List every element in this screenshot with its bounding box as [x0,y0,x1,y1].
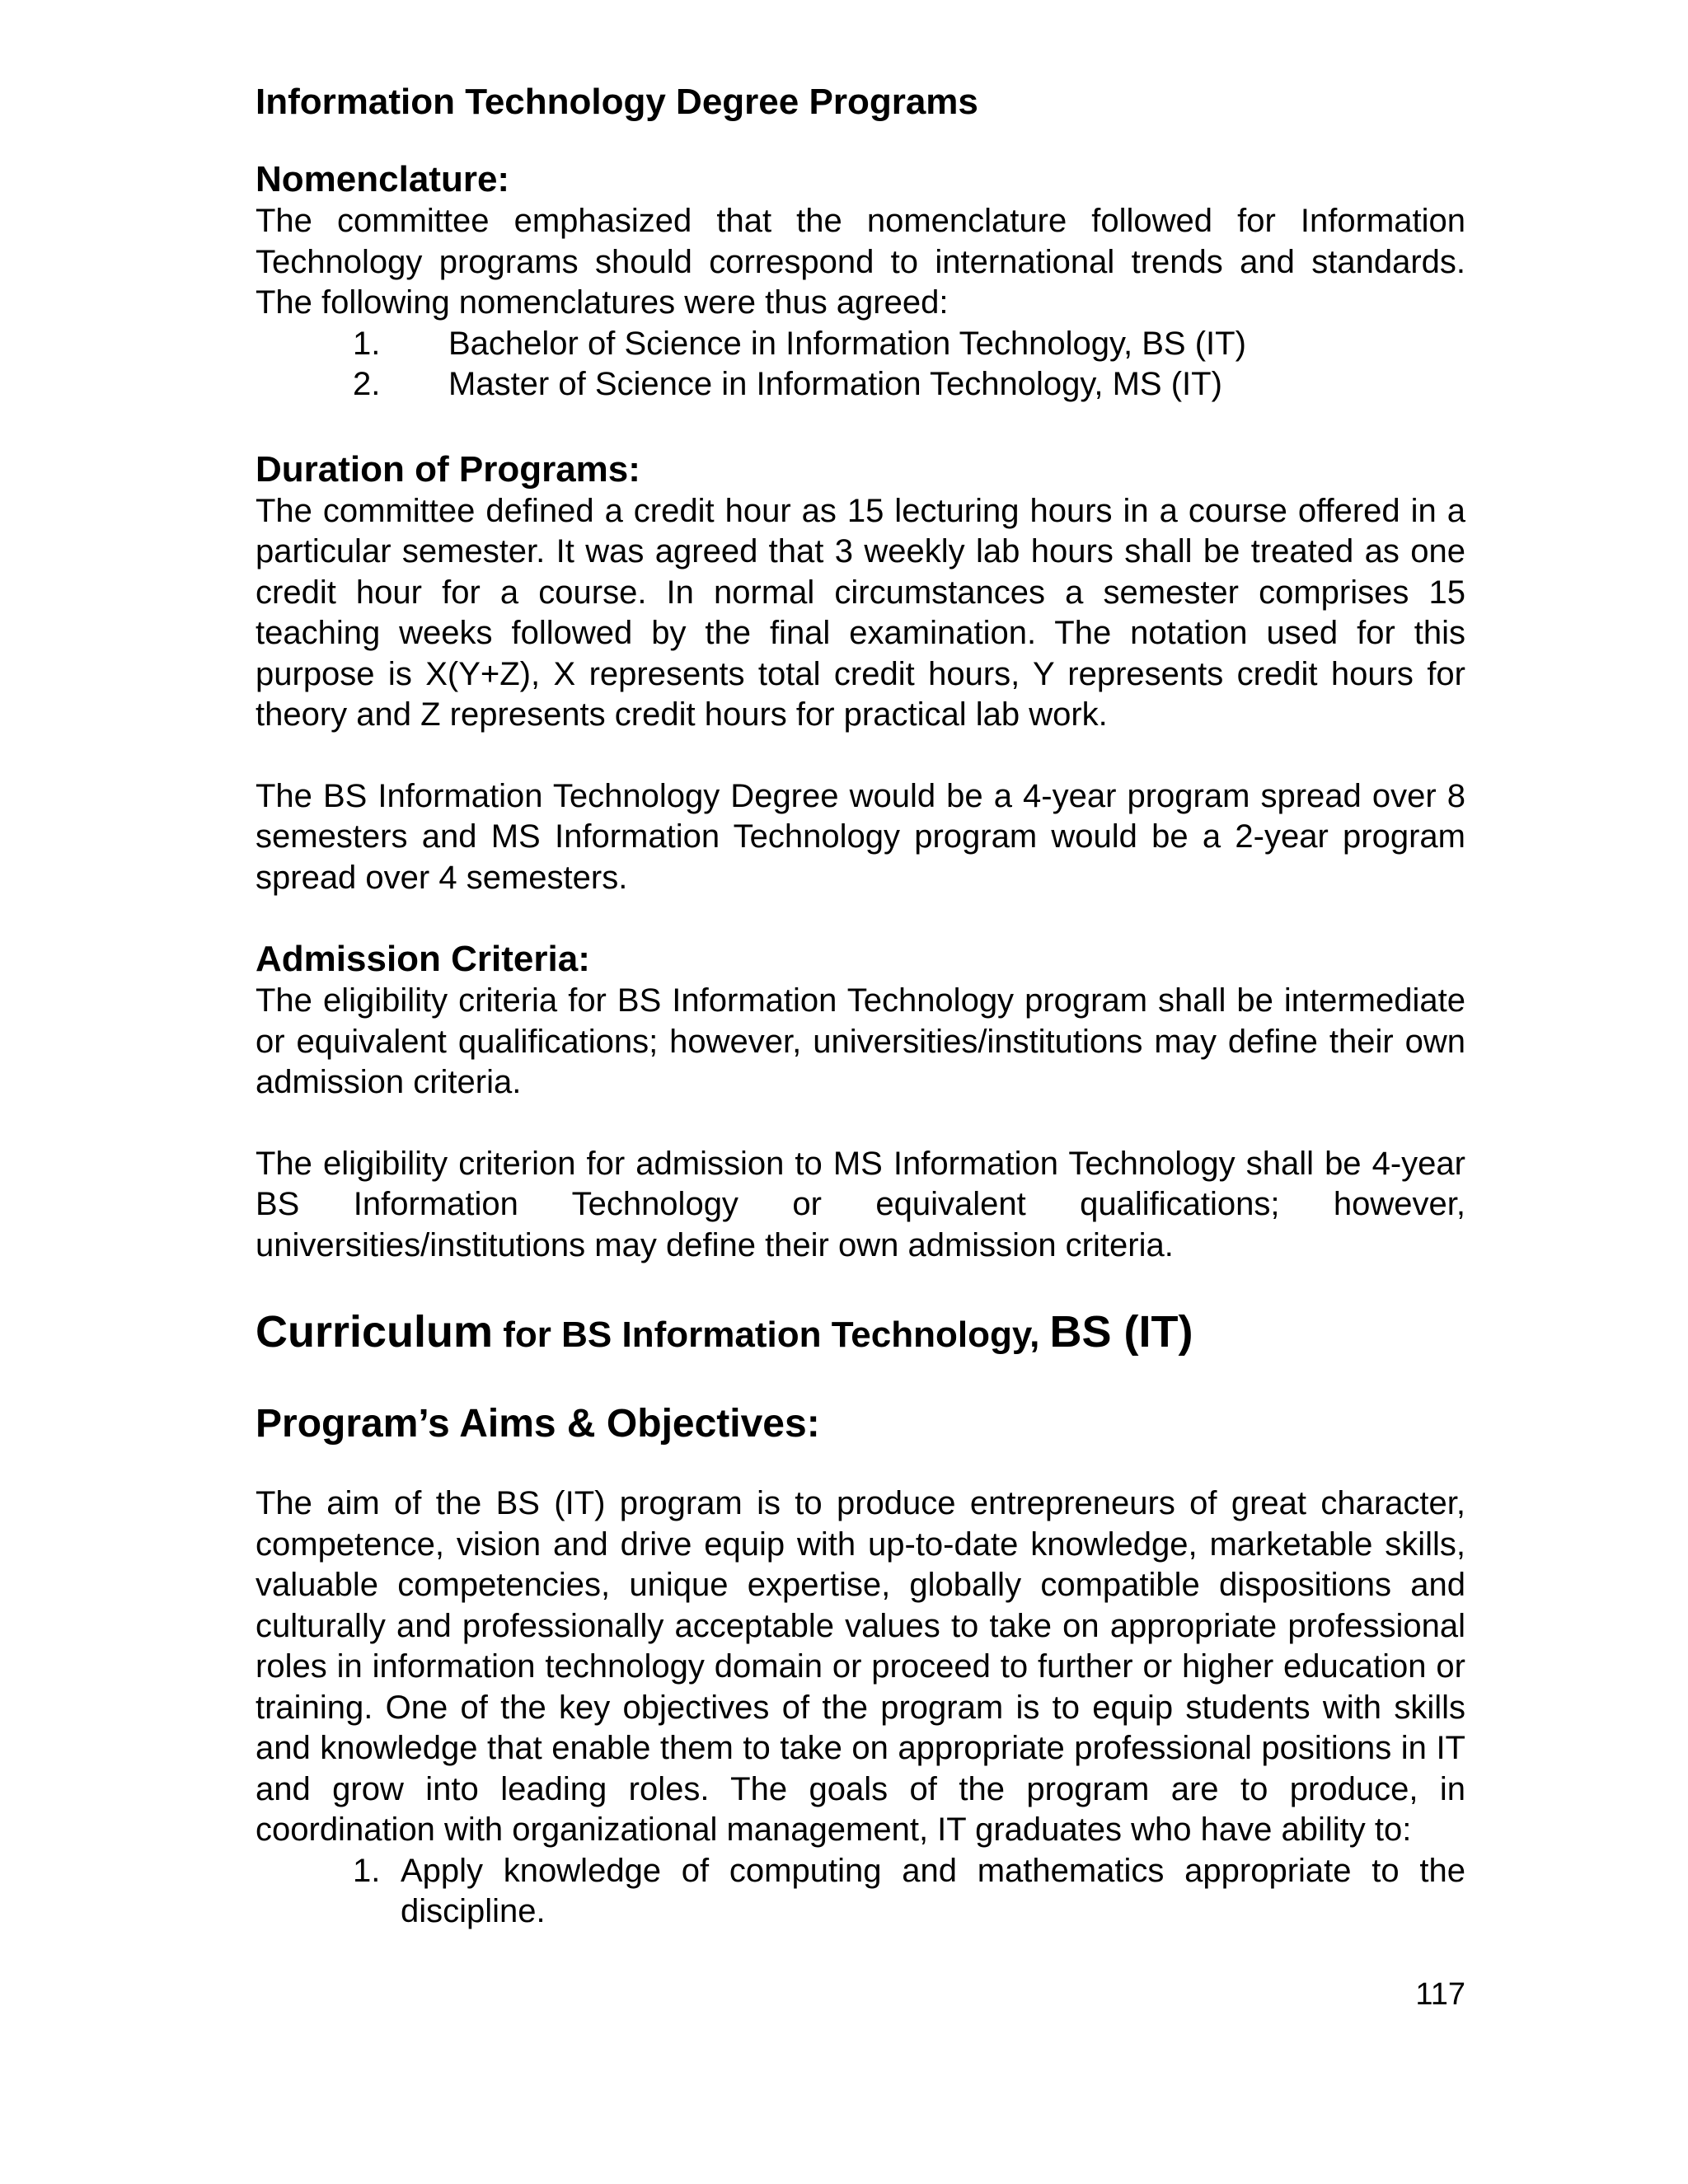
list-item-number: 1. [353,1852,381,1889]
duration-paragraph-2: The BS Information Technology Degree would be a 4-year program spread over 8 semesters and MS Information Technology program would be a 2-year program spread over 4 semesters. [256,777,1465,896]
curriculum-heading-part-3: BS (IT) [1049,1307,1193,1357]
nomenclature-list [256,324,1465,405]
list-item-text: Bachelor of Science in Information Technology, BS (IT) [448,325,1246,362]
nomenclature-paragraph: The committee emphasized that the nomenclature followed for Information Technology programs should correspond to international trends and standards. The following nomenclatures were thus agreed: [256,203,1465,321]
list-item [256,1851,1465,1933]
list-item [256,364,1465,405]
page-number: 117 [1415,1977,1465,2012]
admission-heading: Admission Criteria: [256,939,590,979]
document-page [256,79,1465,1933]
section-gap [256,1266,1465,1299]
aims-paragraph: The aim of the BS (IT) program is to produce entrepreneurs of great character, competence, vision and drive equip with up-to-date knowledge, marketable skills, valuable competencies, unique expertise, globally compatible dispositions and culturally and professionally acceptable values to take on appropriate professional roles in information technology domain or proceed to further or higher education or training. One of the key objectives of the program is to equip students with skills and knowledge that enable them to take on appropriate professional positions in IT and grow into leading roles. The goals of the program are to produce, in coordination with organizational management, IT graduates who have ability to: [256,1485,1465,1848]
admission-paragraph-1: The eligibility criteria for BS Information Technology program shall be intermediate or equivalent qualifications; however, universities/institutions may define their own admission criteria. [256,982,1465,1100]
list-item-number: 2. [353,366,381,402]
paragraph-gap [256,736,1465,776]
list-item-number: 1. [353,325,381,362]
curriculum-heading [256,1299,1465,1376]
admission-paragraph-2: The eligibility criterion for admission to MS Information Technology shall be 4-year BS Information Technology or equivalent qualifications; however, universities/institutions may define their own admission criteria. [256,1145,1465,1263]
duration-paragraph-1: The committee defined a credit hour as 15 lecturing hours in a course offered in a particular semester. It was agreed that 3 weekly lab hours shall be treated as one credit hour for a course. In normal circumstances a semester comprises 15 teaching weeks followed by the final examination. The notation used for this purpose is X(Y+Z), X represents total credit hours, Y represents credit hours for theory and Z represents credit hours for practical lab work. [256,492,1465,733]
goals-list [256,1851,1465,1933]
section-gap [256,405,1465,448]
duration-heading: Duration of Programs: [256,448,640,490]
nomenclature-heading: Nomenclature: [256,159,510,199]
curriculum-heading-part-1: Curriculum [256,1307,494,1357]
page-title: Information Technology Degree Programs [256,82,978,122]
list-item-text: Apply knowledge of computing and mathematics appropriate to the discipline. [401,1852,1465,1929]
curriculum-heading-part-2: for BS Information Technology, [493,1315,1050,1355]
section-gap [256,898,1465,938]
paragraph-gap [256,1104,1465,1144]
aims-heading: Program’s Aims & Objectives: [256,1402,820,1446]
list-item [256,324,1465,365]
list-item-text: Master of Science in Information Technology, MS (IT) [448,366,1222,402]
